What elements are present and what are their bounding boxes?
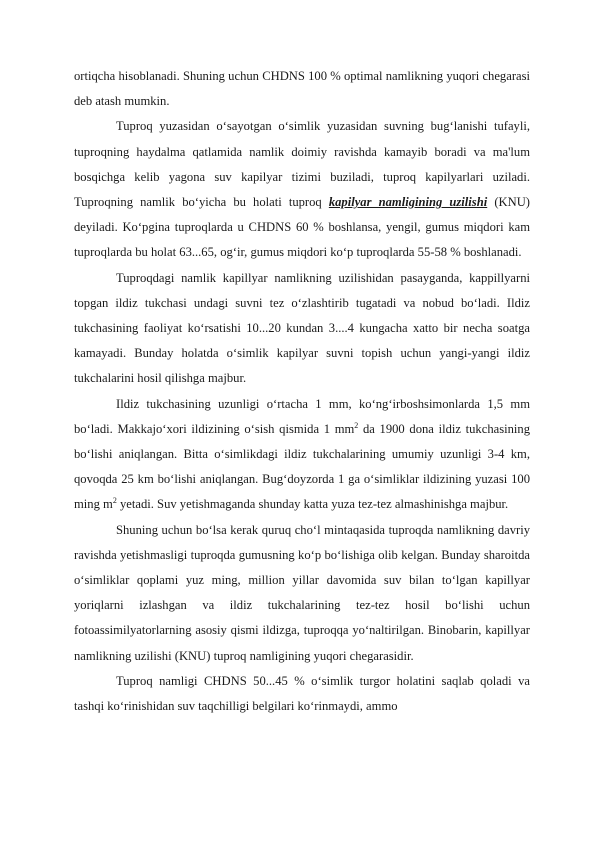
paragraph-4-text-b: da 1900 dona ildiz tukchasining bo‘lishi aniqlangan. Bitta o‘simlikdagi ildiz tukchalarining umumiy uzunligi 3-4 km, qovoqda 25 km bo‘lishi aniqlangan. Bug‘doyzorda 1 ga o‘simliklar ildizining yuzasi 100 ming m bbox=[74, 421, 530, 512]
paragraph-4 bbox=[74, 392, 530, 518]
paragraph-2-text-a: Tuproq yuzasidan o‘sayotgan o‘simlik yuzasidan suvning bug‘lanishi tufayli, tuproqning haydalma qatlamida namlik doimiy ravishda kamayib boradi va ma'lum bosqichga kelib yagona suv kapilyar tizimi buziladi, tuproq kapilyarlari uziladi. Tuproqning namlik bo‘yicha bu holati tuproq bbox=[74, 119, 530, 210]
document-page bbox=[74, 64, 530, 719]
paragraph-2-text-b: (KNU) deyiladi. Ko‘pgina tuproqlarda u CHDNS 60 % boshlansa, yengil, gumus miqdori kam tuproqlarda bu holat 63...65, og‘ir, gumus miqdori ko‘p tuproqlarda 55-58 % boshlanadi. bbox=[74, 195, 530, 260]
term-knu: kapilyar namligining uzilishi bbox=[328, 195, 488, 210]
paragraph-1: ortiqcha hisoblanadi. Shuning uchun CHDNS 100 % optimal namlikning yuqori chegarasi deb atash mumkin. bbox=[74, 69, 530, 109]
paragraph-2 bbox=[74, 114, 530, 265]
paragraph-4-text-a: Ildiz tukchasining uzunligi o‘rtacha 1 mm, ko‘ng‘irboshsimonlarda 1,5 mm bo‘ladi. Makkajo‘xori ildizining o‘sish qismida 1 mm bbox=[74, 396, 530, 436]
superscript-2: 2 bbox=[112, 496, 117, 506]
superscript-1: 2 bbox=[354, 420, 359, 430]
paragraph-4-text-c: yetadi. Suv yetishmaganda shunday katta yuza tez-tez almashinishga majbur. bbox=[116, 497, 509, 512]
paragraph-6: Tuproq namligi CHDNS 50...45 % o‘simlik turgor holatini saqlab qoladi va tashqi ko‘rinishidan suv taqchilligi belgilari ko‘rinmaydi, ammo bbox=[74, 673, 530, 714]
paragraph-3: Tuproqdagi namlik kapillyar namlikning uzilishidan pasayganda, kappillyarni topgan ildiz tukchasi undagi suvni tez o‘zlashtirib tugatadi va nobud bo‘ladi. Ildiz tukchasining faoliyat ko‘rsatishi 10...20 kundan 3....4 kungacha xatto bir necha soatga kamayadi. Bunday holatda o‘simlik kapilyar suvni topish uchun yangi-yangi ildiz tukchalarini hosil qilishga majbur. bbox=[74, 270, 530, 386]
paragraph-5: Shuning uchun bo‘lsa kerak quruq cho‘l mintaqasida tuproqda namlikning davriy ravishda yetishmasligi tuproqda gumusning ko‘p bo‘lishiga olib kelgan. Bunday sharoitda o‘simliklar qoplami yuz ming, million yillar davomida suv bilan to‘lgan kapillyar yoriqlarni izlashgan va ildiz tukchalarining tez-tez hosil bo‘lishi uchun fotoassimilyatorlarning asosiy qismi ildizga, tuproqqa yo‘naltirilgan. Binobarin, kapillyar namlikning uzilishi (KNU) tuproq namligining yuqori chegarasidir. bbox=[74, 522, 530, 663]
